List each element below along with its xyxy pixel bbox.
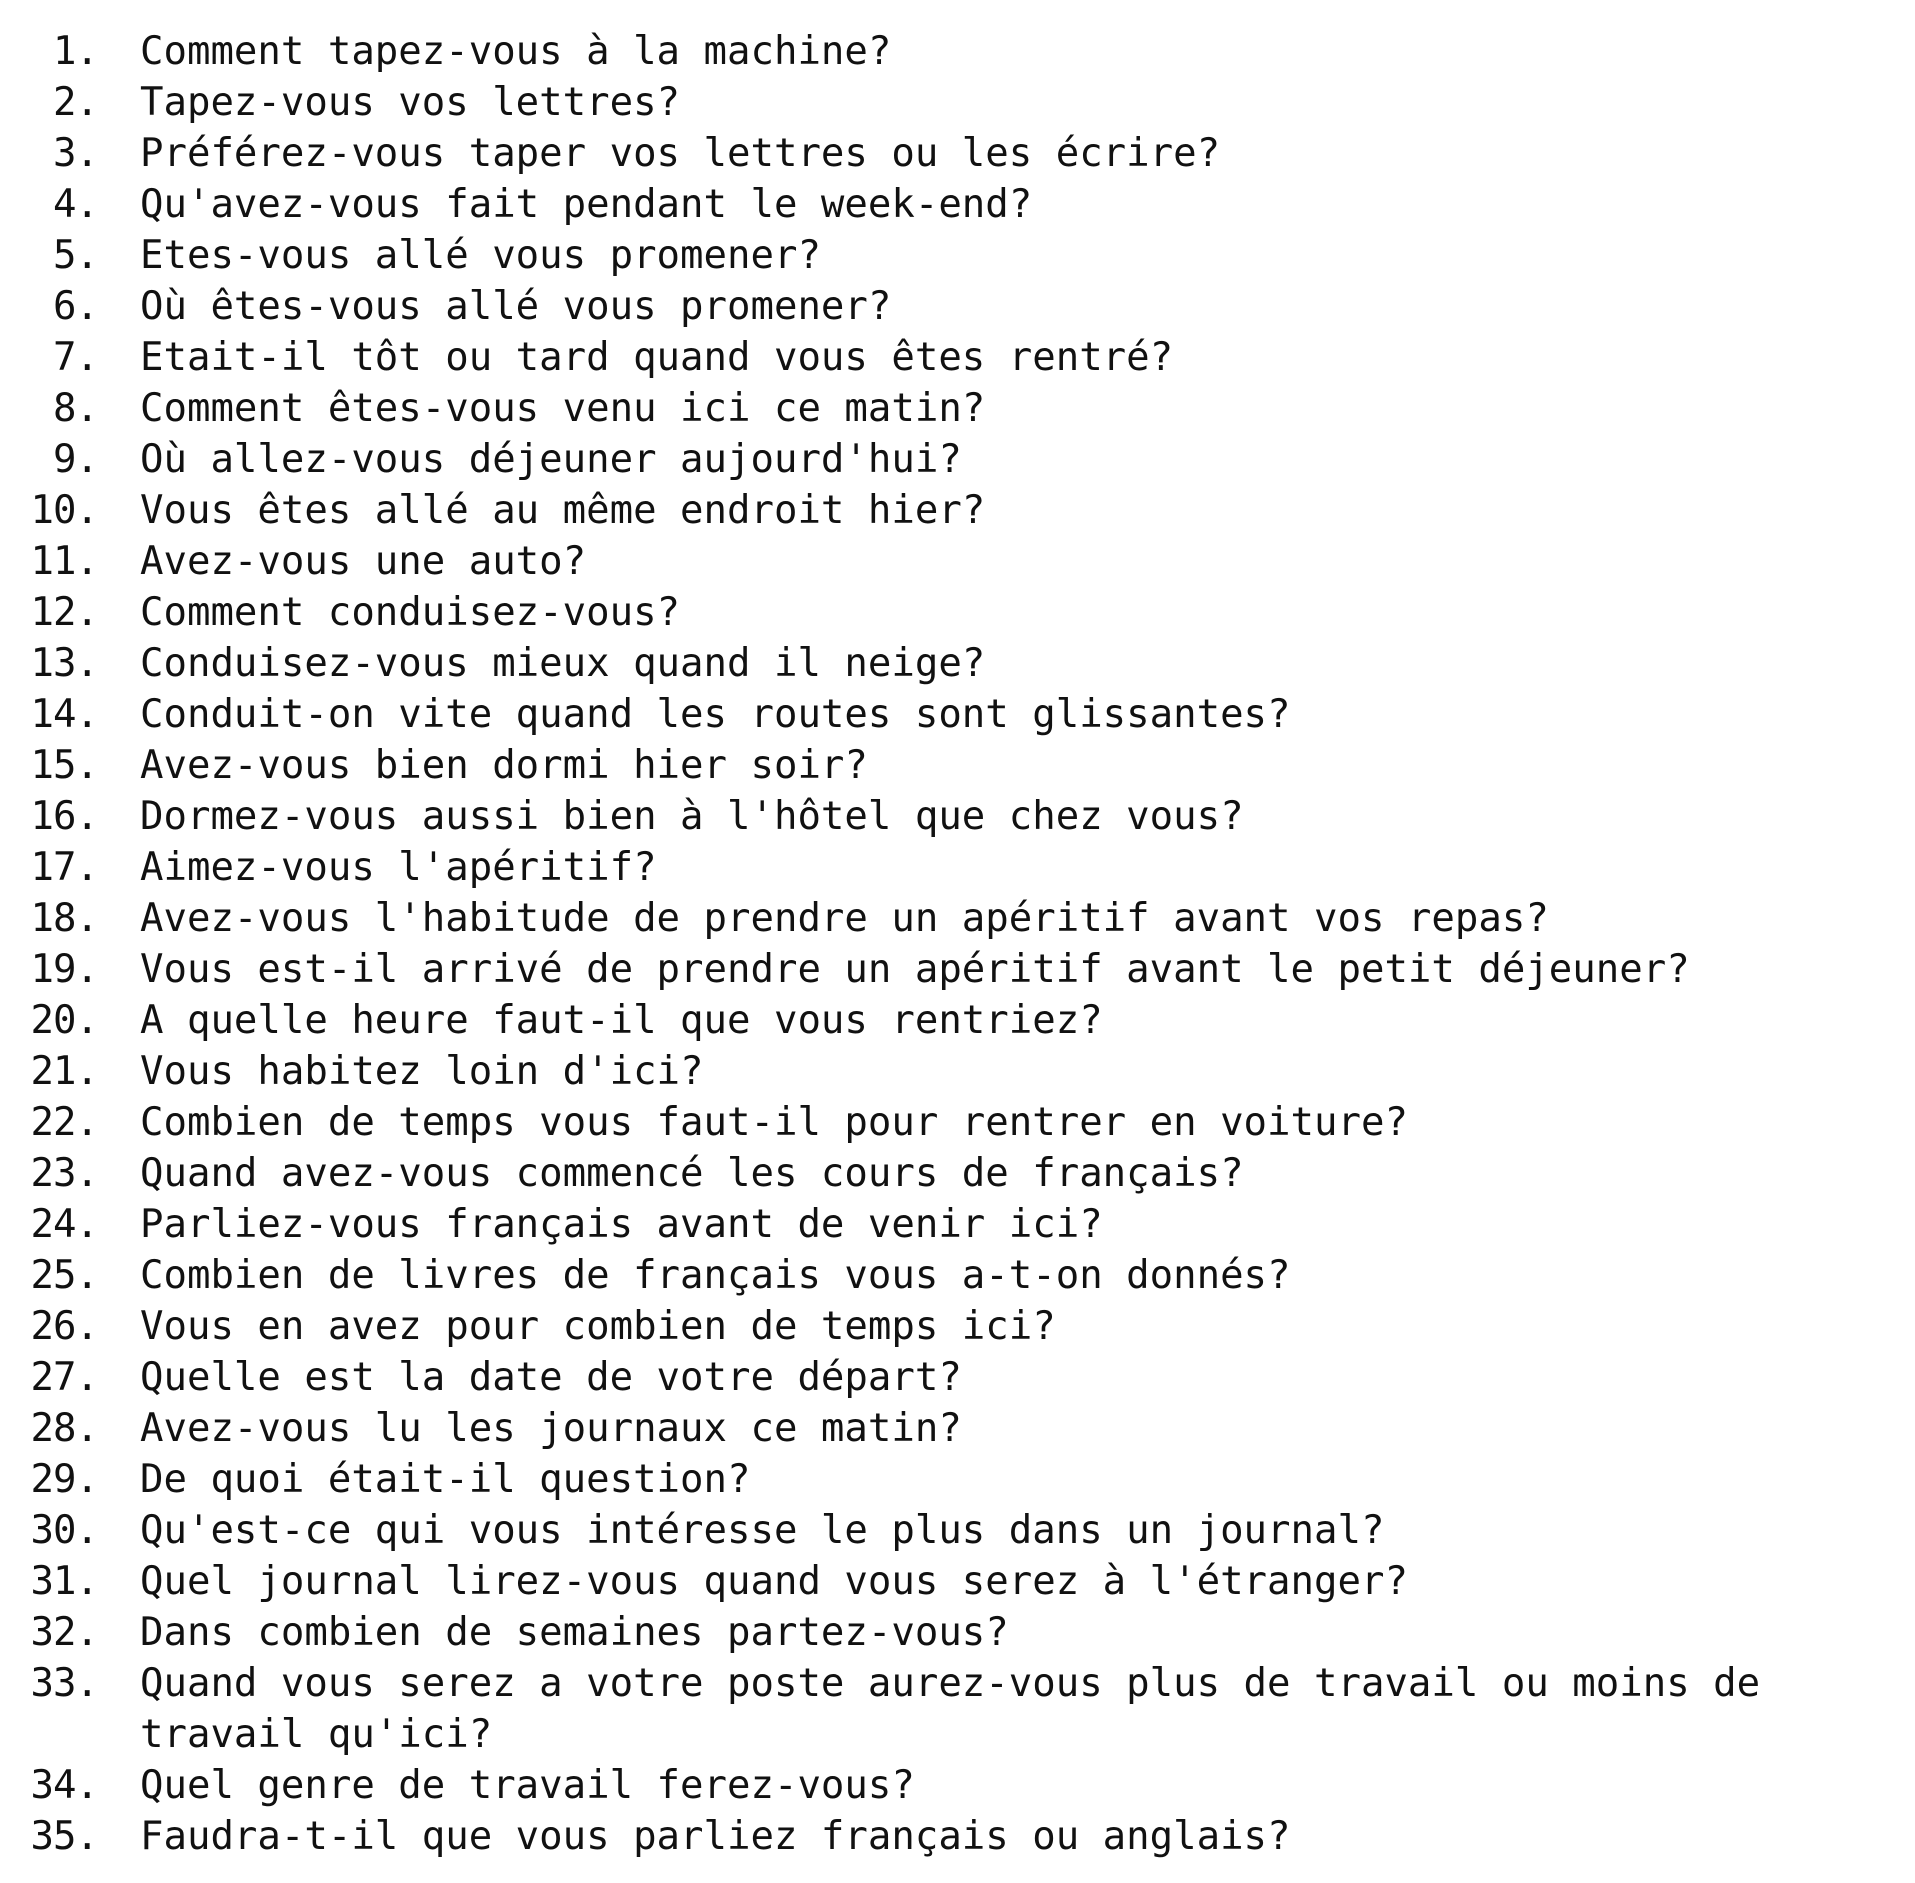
question-item: [12, 944, 1907, 995]
question-number: 21.: [30, 1049, 98, 1094]
question-number: 12.: [30, 590, 98, 635]
question-item: [12, 1046, 1907, 1097]
question-item: [12, 383, 1907, 434]
question-item: [12, 638, 1907, 689]
question-text: Vous êtes allé au même endroit hier?: [140, 488, 986, 533]
question-item: [12, 1148, 1907, 1199]
question-text: Préférez-vous taper vos lettres ou les écrire?: [140, 131, 1221, 176]
question-number: 10.: [30, 488, 98, 533]
question-number: 13.: [30, 641, 98, 686]
question-text: Qu'avez-vous fait pendant le week-end?: [140, 182, 1033, 227]
question-text: Conduit-on vite quand les routes sont glissantes?: [140, 692, 1291, 737]
question-item: [12, 485, 1907, 536]
question-text: Quand vous serez a votre poste aurez-vous plus de travail ou moins de travail qu'ici?: [140, 1661, 1761, 1757]
question-item: [12, 587, 1907, 638]
question-text: Quel genre de travail ferez-vous?: [140, 1763, 915, 1808]
question-number: 18.: [30, 896, 98, 941]
question-text: Dormez-vous aussi bien à l'hôtel que chez vous?: [140, 794, 1244, 839]
question-item: [12, 332, 1907, 383]
question-text: Combien de temps vous faut-il pour rentrer en voiture?: [140, 1100, 1408, 1145]
question-number: 25.: [30, 1253, 98, 1298]
question-number: 31.: [30, 1559, 98, 1604]
question-text: Avez-vous l'habitude de prendre un apéritif avant vos repas?: [140, 896, 1549, 941]
question-number: 1.: [53, 29, 98, 74]
question-number: 34.: [30, 1763, 98, 1808]
question-item: [12, 1301, 1907, 1352]
question-text: Où allez-vous déjeuner aujourd'hui?: [140, 437, 962, 482]
question-number: 8.: [53, 386, 98, 431]
question-number: 35.: [30, 1814, 98, 1859]
question-item: [12, 77, 1907, 128]
question-text: Comment êtes-vous venu ici ce matin?: [140, 386, 986, 431]
question-text: Vous en avez pour combien de temps ici?: [140, 1304, 1056, 1349]
question-number: 24.: [30, 1202, 98, 1247]
question-item: [12, 281, 1907, 332]
question-item: [12, 791, 1907, 842]
question-item: [12, 995, 1907, 1046]
question-number: 23.: [30, 1151, 98, 1196]
question-number: 5.: [53, 233, 98, 278]
question-text: Comment conduisez-vous?: [140, 590, 681, 635]
question-item: [12, 689, 1907, 740]
question-text: Etes-vous allé vous promener?: [140, 233, 821, 278]
question-text: Aimez-vous l'apéritif?: [140, 845, 657, 890]
question-number: 22.: [30, 1100, 98, 1145]
question-item: [12, 740, 1907, 791]
question-number: 19.: [30, 947, 98, 992]
question-text: Qu'est-ce qui vous intéresse le plus dans un journal?: [140, 1508, 1385, 1553]
question-item: [12, 1556, 1907, 1607]
question-number: 27.: [30, 1355, 98, 1400]
question-item: [12, 1454, 1907, 1505]
question-text: Conduisez-vous mieux quand il neige?: [140, 641, 986, 686]
question-number: 32.: [30, 1610, 98, 1655]
question-number: 3.: [53, 131, 98, 176]
question-text: Quelle est la date de votre départ?: [140, 1355, 962, 1400]
question-item: [12, 1811, 1907, 1862]
question-item: [12, 128, 1907, 179]
question-item: [12, 1250, 1907, 1301]
question-text: Avez-vous lu les journaux ce matin?: [140, 1406, 962, 1451]
question-number: 11.: [30, 539, 98, 584]
question-text: Quel journal lirez-vous quand vous serez à l'étranger?: [140, 1559, 1408, 1604]
question-text: Avez-vous une auto?: [140, 539, 587, 584]
question-text: De quoi était-il question?: [140, 1457, 751, 1502]
question-number: 26.: [30, 1304, 98, 1349]
question-text: Vous est-il arrivé de prendre un apéritif avant le petit déjeuner?: [140, 947, 1690, 992]
question-number: 20.: [30, 998, 98, 1043]
question-text: Dans combien de semaines partez-vous?: [140, 1610, 1009, 1655]
question-text: Vous habitez loin d'ici?: [140, 1049, 704, 1094]
question-text: A quelle heure faut-il que vous rentriez?: [140, 998, 1103, 1043]
question-item: [12, 26, 1907, 77]
question-item: [12, 1505, 1907, 1556]
question-number: 4.: [53, 182, 98, 227]
question-text: Où êtes-vous allé vous promener?: [140, 284, 892, 329]
question-text: Parliez-vous français avant de venir ici?: [140, 1202, 1103, 1247]
question-text: Faudra-t-il que vous parliez français ou anglais?: [140, 1814, 1291, 1859]
question-text: Etait-il tôt ou tard quand vous êtes rentré?: [140, 335, 1174, 380]
question-number: 2.: [53, 80, 98, 125]
question-item: [12, 434, 1907, 485]
question-number: 6.: [53, 284, 98, 329]
question-number: 29.: [30, 1457, 98, 1502]
question-number: 30.: [30, 1508, 98, 1553]
question-item: [12, 1403, 1907, 1454]
question-number: 16.: [30, 794, 98, 839]
question-text: Combien de livres de français vous a-t-on donnés?: [140, 1253, 1291, 1298]
question-item: [12, 536, 1907, 587]
question-number: 15.: [30, 743, 98, 788]
question-number: 9.: [53, 437, 98, 482]
question-number: 17.: [30, 845, 98, 890]
question-text: Tapez-vous vos lettres?: [140, 80, 681, 125]
question-item: [12, 842, 1907, 893]
question-item: [12, 1352, 1907, 1403]
question-item: [12, 179, 1907, 230]
question-text: Comment tapez-vous à la machine?: [140, 29, 892, 74]
question-item: [12, 1658, 1907, 1760]
question-item: [12, 1760, 1907, 1811]
question-item: [12, 1097, 1907, 1148]
question-number: 7.: [53, 335, 98, 380]
question-number: 28.: [30, 1406, 98, 1451]
question-item: [12, 1199, 1907, 1250]
question-item: [12, 1607, 1907, 1658]
question-item: [12, 893, 1907, 944]
question-text: Quand avez-vous commencé les cours de français?: [140, 1151, 1244, 1196]
question-text: Avez-vous bien dormi hier soir?: [140, 743, 868, 788]
numbered-question-list: [12, 26, 1907, 1862]
question-item: [12, 230, 1907, 281]
question-number: 14.: [30, 692, 98, 737]
question-number: 33.: [30, 1661, 98, 1706]
